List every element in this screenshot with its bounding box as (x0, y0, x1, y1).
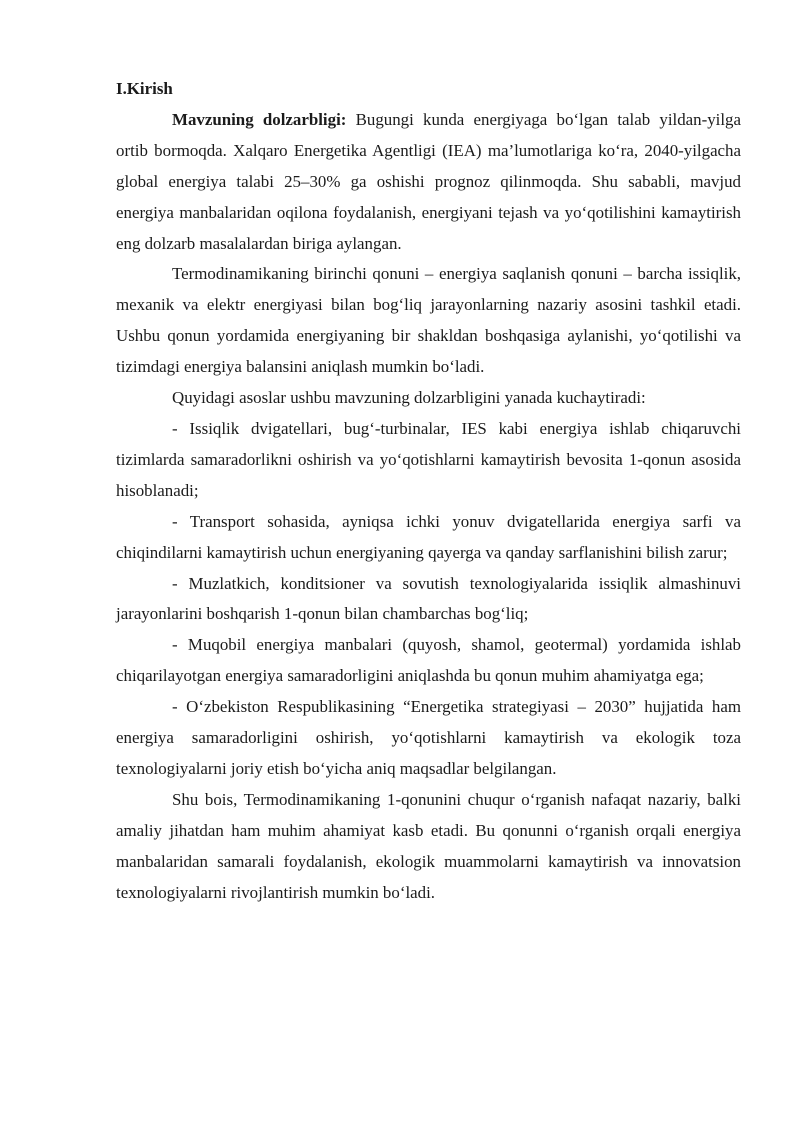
paragraph-conclusion: Shu bois, Termodinamikaning 1-qonunini chuqur o‘rganish nafaqat nazariy, balki amaliy jihatdan ham muhim ahamiyat kasb etadi. Bu qonunni o‘rganish orqali energiya manbalaridan samarali foydalanish, ekologik muammolarni kamaytirish va innovatsion texnologiyalarni rivojlantirish mumkin bo‘ladi. (116, 789, 741, 902)
paragraph-first-law: Termodinamikaning birinchi qonuni – energiya saqlanish qonuni – barcha issiqlik, mexanik va elektr energiyasi bilan bog‘liq jarayonlarning nazariy asosini tashkil etadi. Ushbu qonun yordamida energiyaning bir shakldan boshqasiga aylanishi, yo‘qotilishi va tizimdagi energiya balansini aniqlash mumkin bo‘ladi. (116, 264, 741, 377)
list-item-refrigeration: - Muzlatkich, konditsioner va sovutish texnologiyalarida issiqlik almashinuvi jarayonlarini boshqarish 1-qonun bilan chambarchas bog‘liq; (116, 573, 741, 624)
section-heading: I.Kirish (116, 79, 173, 98)
document-body (116, 74, 741, 908)
list-item-renewables: - Muqobil energiya manbalari (quyosh, shamol, geotermal) yordamida ishlab chiqarilayotgan energiya samaradorligini aniqlashda bu qonun muhim ahamiyatga ega; (116, 635, 741, 686)
intro-text: Bugungi kunda energiyaga bo‘lgan talab yildan-yilga ortib bormoqda. Xalqaro Energetika Agentligi (IEA) ma’lumotlariga ko‘ra, 2040-yilgacha global energiya talabi 25–30% ga oshishi prognoz qilinmoqda. Shu sababli, mavjud energiya manbalaridan oqilona foydalanish, energiyani tejash va yo‘qotilishini kamaytirish eng dolzarb masalalardan biriga aylangan. (116, 109, 741, 253)
intro-lead: Mavzuning dolzarbligi: (172, 109, 347, 129)
paragraph-reasons-intro: Quyidagi asoslar ushbu mavzuning dolzarbligini yanada kuchaytiradi: (172, 388, 646, 408)
list-item-heat-engines: - Issiqlik dvigatellari, bug‘-turbinalar, IES kabi energiya ishlab chiqaruvchi tizimlarda samaradorlikni oshirish va yo‘qotishlarni kamaytirish bevosita 1-qonun asosida hisoblanadi; (116, 418, 741, 500)
list-item-strategy-2030: - O‘zbekiston Respublikasining “Energetika strategiyasi – 2030” hujjatida ham energiya samaradorligini oshirish, yo‘qotishlarni kamaytirish va ekologik toza texnologiyalarni joriy etish bo‘yicha aniq maqsadlar belgilangan. (116, 697, 741, 778)
intro-paragraph (116, 105, 741, 260)
list-item-transport: - Transport sohasida, ayniqsa ichki yonuv dvigatellarida energiya sarfi va chiqindilarni kamaytirish uchun energiyaning qayerga va qanday sarflanishini bilish zarur; (116, 511, 741, 562)
